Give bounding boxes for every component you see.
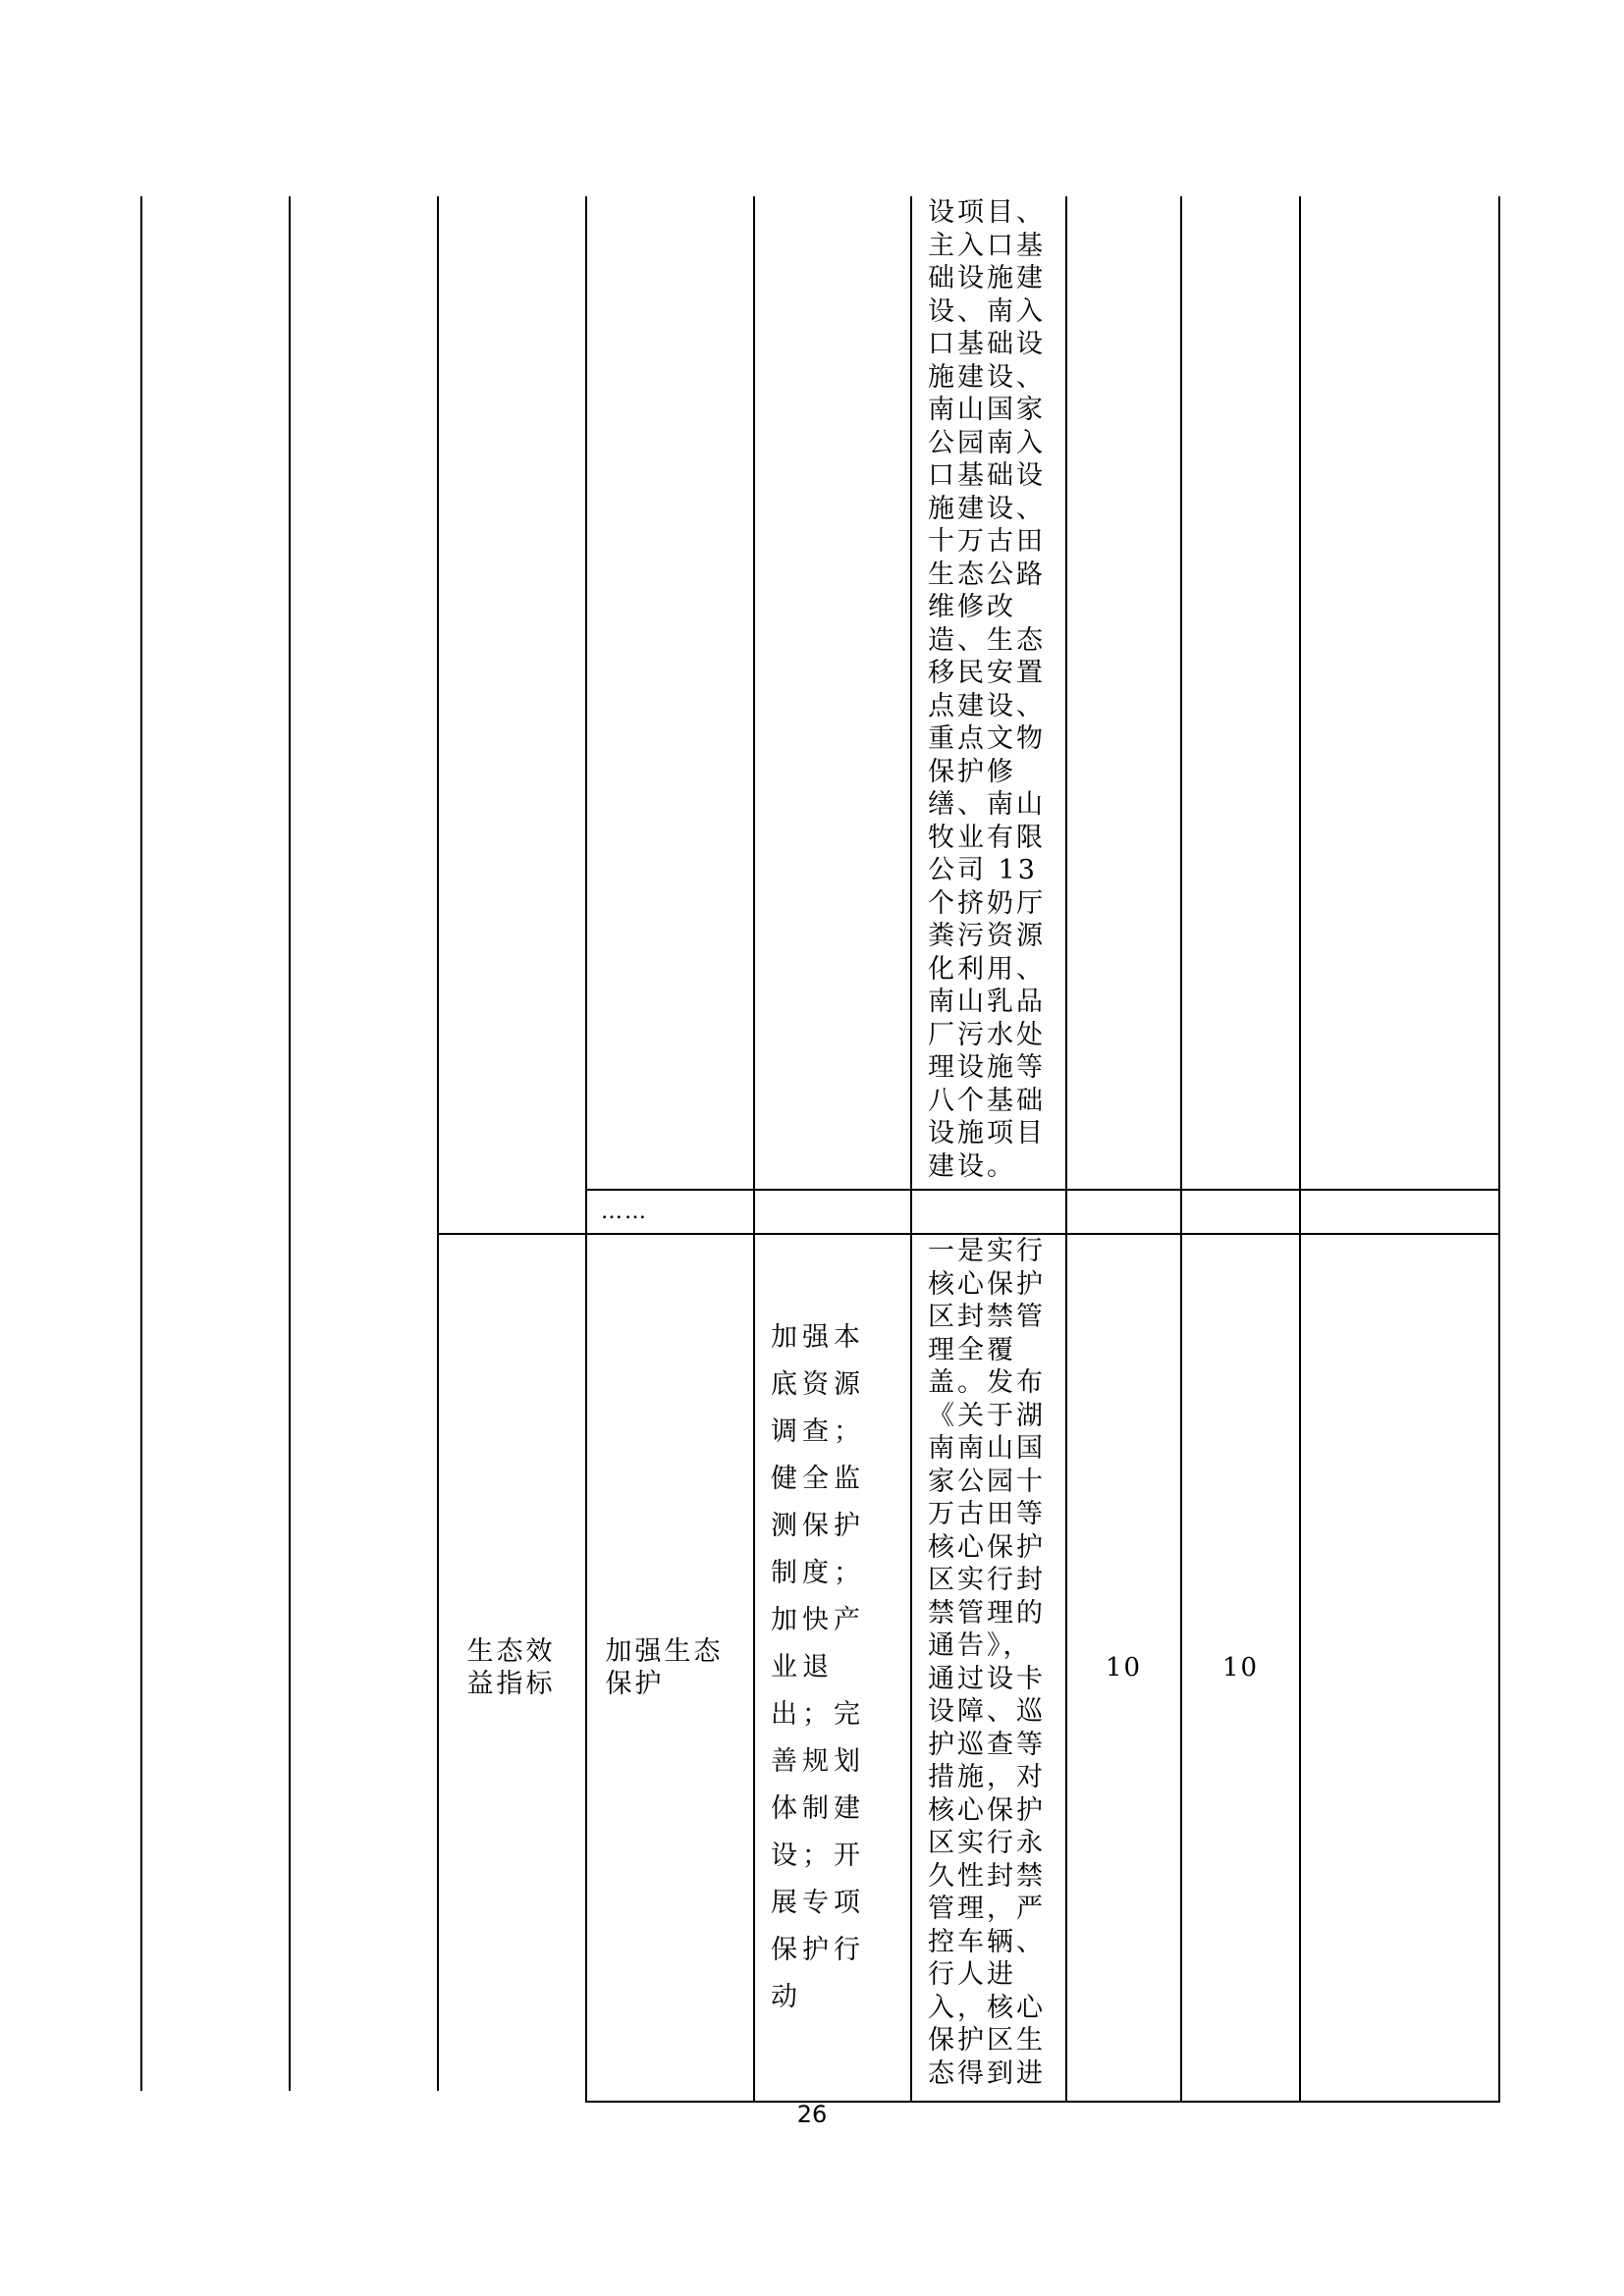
page-number: 26 (796, 2101, 828, 2128)
indicator-cell (585, 1235, 753, 2101)
category-text: 生态效益指标 (466, 1635, 556, 1699)
table-border-right (1498, 196, 1500, 2103)
table-border-left (140, 196, 142, 2091)
score-a: 10 (1105, 1653, 1143, 1682)
score-b-cell (1182, 1235, 1299, 2101)
upper-row-detail: 设项目、主入口基础设施建设、南入口基础设施建设、南山国家公园南入口基础设施建设、十万古田生态公路维修改造、生态移民安置点建设、重点文物保护修缮、南山牧业有限公司 13 个挤奶厅粪污资源化利用、南山乳品厂污水处理设施等八个基础设施项目建设。 (928, 197, 1050, 1182)
score-b: 10 (1221, 1653, 1260, 1682)
eco-row-detail: 一是实行核心保护区封禁管理全覆盖。发布《关于湖南南山国家公园十万古田等核心保护区实行封禁管理的通告》，通过设卡设障、巡护巡查等措施，对核心保护区实行永久性封禁管理，严控车辆、行人进入，核心保护区生态得到进 (928, 1236, 1046, 2089)
score-a-cell (1067, 1235, 1180, 2101)
table-divider-1 (289, 196, 291, 2091)
category-cell (437, 1235, 585, 2101)
table-divider-8 (1299, 196, 1301, 2103)
table-divider-5 (910, 196, 912, 2103)
ellipsis-text: …… (601, 1200, 648, 1224)
task-text: 加强本底资源调查；健全监测保护制度；加快产业退出；完善规划体制建设；开展专项保护行动 (771, 1322, 865, 2012)
indicator-text: 加强生态保护 (605, 1635, 724, 1699)
ellipsis-cell (601, 1191, 748, 1233)
task-cell (753, 1235, 910, 2101)
